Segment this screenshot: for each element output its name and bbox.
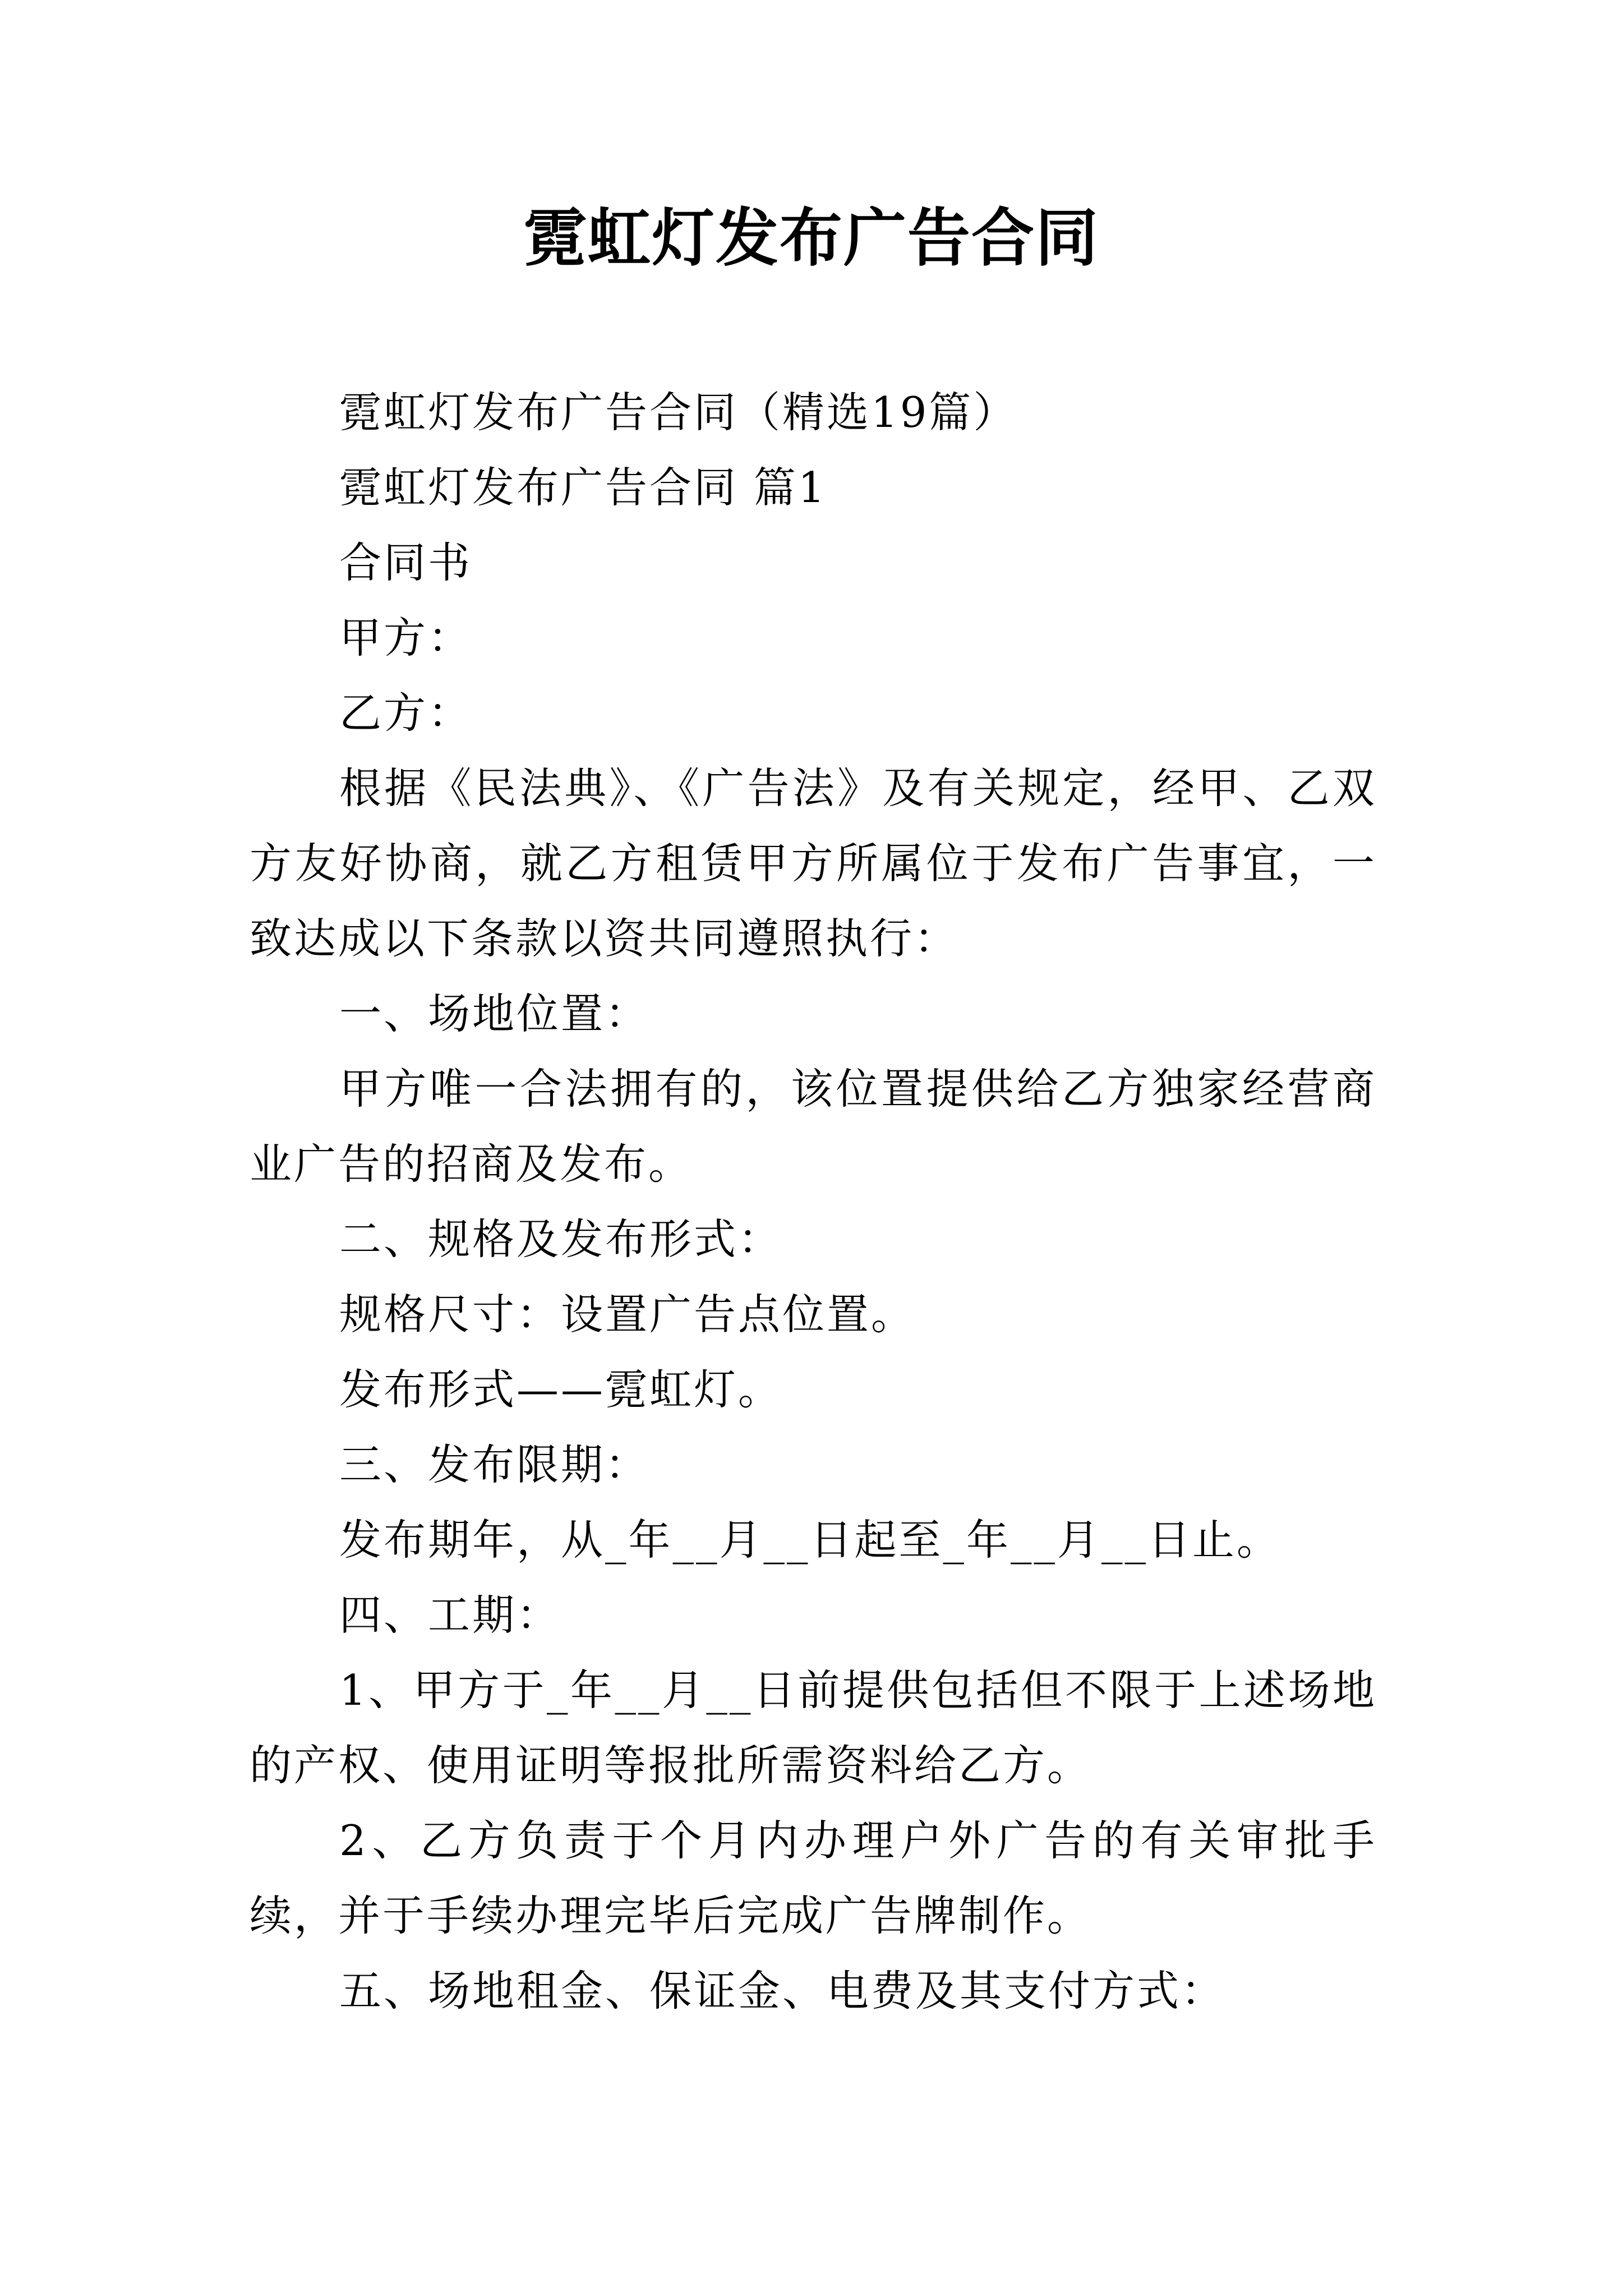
paragraph-party-b: 乙方： <box>339 688 473 738</box>
paragraph-clause-4-heading: 四、工期： <box>339 1590 561 1640</box>
paragraph-section-heading: 霓虹灯发布广告合同 篇1 <box>339 463 827 512</box>
paragraph-clause-4-item-1: 1、甲方于_年__月__日前提供包括但不限于上述场地的产权、使用证明等报批所需资料给乙方。 <box>250 1665 1377 1790</box>
paragraph-contract-label: 合同书 <box>339 538 473 587</box>
paragraph-clause-1-text: 甲方唯一合法拥有的，该位置提供给乙方独家经营商业广告的招商及发布。 <box>250 1064 1377 1189</box>
paragraph-party-a: 甲方： <box>339 613 473 662</box>
document-title: 霓虹灯发布广告合同 <box>524 201 1099 275</box>
paragraph-clause-2-size: 规格尺寸：设置广告点位置。 <box>339 1290 916 1339</box>
paragraph-clause-4-item-2: 2、乙方负责于个月内办理户外广告的有关审批手续，并于手续办理完毕后完成广告牌制作。 <box>250 1816 1377 1940</box>
paragraph-clause-2-form: 发布形式——霓虹灯。 <box>339 1365 783 1414</box>
paragraph-clause-2-heading: 二、规格及发布形式： <box>339 1214 783 1264</box>
paragraph-clause-3-text: 发布期年，从_年__月__日起至_年__月__日止。 <box>339 1515 1281 1565</box>
paragraph-clause-3-heading: 三、发布限期： <box>339 1440 650 1489</box>
paragraph-clause-5-heading: 五、场地租金、保证金、电费及其支付方式： <box>339 1966 1226 2016</box>
paragraph-subtitle: 霓虹灯发布广告合同（精选19篇） <box>339 388 1018 437</box>
paragraph-preamble: 根据《民法典》、《广告法》及有关规定，经甲、乙双方友好协商，就乙方租赁甲方所属位于发布广告事宜，一致达成以下条款以资共同遵照执行： <box>250 763 1377 963</box>
paragraph-clause-1-heading: 一、场地位置： <box>339 989 650 1038</box>
document-body <box>250 375 1377 2028</box>
